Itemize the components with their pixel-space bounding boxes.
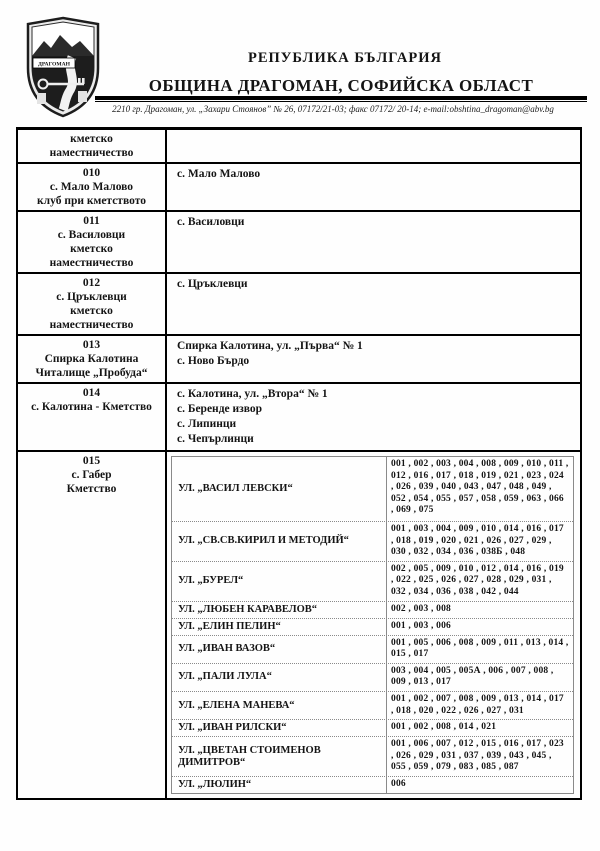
letterhead-rule (95, 96, 587, 100)
street-numbers-cell: 001 , 002 , 003 , 004 , 008 , 009 , 010 , 011 , 012 , 016 , 017 , 018 , 019 , 021 , 023 , 024 , 026 , 039 , 040 , 043 , 047 , 048 , 049 , 052 , 054 , 055 , 057 , 058 , 059 , 063 , 066 , 069 , 075 (391, 459, 569, 516)
street-name-cell (172, 777, 387, 793)
street-row (172, 736, 573, 776)
street-name: УЛ. „СВ.СВ.КИРИЛ И МЕТОДИЙ“ (178, 535, 349, 547)
station-line: Кметство (66, 483, 117, 495)
street-name: УЛ. „ЕЛИН ПЕЛИН“ (178, 620, 281, 632)
station-cell (18, 274, 167, 334)
location-line: с. Ново Бърдо (177, 355, 250, 367)
street-row (172, 635, 573, 663)
street-name: УЛ. „ЛЮБЕН КАРАВЕЛОВ“ (178, 603, 317, 615)
station-line: наместничество (49, 147, 134, 159)
municipality-title: ОБЩИНА ДРАГОМАН, СОФИЙСКА ОБЛАСТ (148, 76, 534, 95)
street-numbers-cell: 001 , 003 , 006 (391, 620, 451, 631)
station-cell (18, 212, 167, 272)
station-cell (18, 452, 167, 798)
street-numbers-cell: 001 , 006 , 007 , 012 , 015 , 016 , 017 , 023 , 026 , 029 , 031 , 037 , 039 , 043 , 045 , 055 , 059 , 079 , 083 , 085 , 087 (391, 739, 564, 773)
street-row (172, 719, 573, 736)
station-line: кметско (70, 243, 113, 255)
street-name-cell (172, 664, 387, 691)
street-row (172, 457, 573, 521)
street-numbers-cell: 001 , 005 , 006 , 008 , 009 , 011 , 013 , 014 , 015 , 017 (391, 637, 569, 660)
station-line: наместничество (49, 257, 134, 269)
letterhead-rule-thin (95, 101, 587, 102)
station-line: Читалище „Пробуда“ (35, 367, 148, 379)
table-row (18, 274, 580, 336)
station-number: 011 (83, 215, 100, 227)
street-numbers-cell: 003 , 004 , 005 , 005А , 006 , 007 , 008 , 009 , 013 , 017 (391, 665, 554, 688)
street-name-cell (172, 720, 387, 736)
station-line: с. Цръклевци (56, 291, 127, 303)
street-name-cell (172, 619, 387, 635)
location-line: с. Калотина, ул. „Втора“ № 1 (177, 388, 328, 400)
station-cell (18, 384, 167, 450)
street-name-cell (172, 692, 387, 719)
location-cell (167, 212, 580, 272)
station-line: с. Мало Малово (49, 181, 134, 193)
location-line: с. Липинци (177, 418, 237, 430)
street-name-cell (172, 636, 387, 663)
station-cell (18, 336, 167, 382)
street-numbers-cell: 002 , 003 , 008 (391, 603, 451, 614)
municipality-address: 2210 гр. Драгоман, ул. „Захари Стоянов” № 26, 07172/21-03; факс 07172/ 20-14; e-mail:obshtina_dragoman@abv.bg (112, 104, 554, 114)
street-name: УЛ. „ИВАН РИЛСКИ“ (178, 722, 287, 734)
station-line: с. Василовци (57, 229, 126, 241)
station-number: 014 (82, 387, 101, 399)
street-row (172, 776, 573, 793)
street-row (172, 618, 573, 635)
polling-stations-table (16, 127, 582, 800)
street-numbers-cell: 001 , 002 , 008 , 014 , 021 (391, 722, 497, 733)
station-line: клуб при кметството (37, 195, 146, 207)
station-number: 013 (82, 339, 101, 351)
streets-table (171, 456, 574, 794)
republic-title: РЕПУБЛИКА БЪЛГАРИЯ (247, 50, 443, 66)
location-line: с. Цръклевци (177, 278, 248, 290)
street-numbers-cell: 001 , 002 , 007 , 008 , 009 , 013 , 014 , 017 , 018 , 020 , 022 , 026 , 027 , 031 (391, 693, 564, 716)
street-name-cell (172, 457, 387, 521)
location-cell (167, 336, 580, 382)
table-row-015 (18, 452, 580, 798)
street-name: УЛ. „БУРЕЛ“ (178, 575, 244, 587)
location-line: с. Мало Малово (177, 168, 261, 180)
table-row (18, 384, 580, 452)
street-name: УЛ. „ПАЛИ ЛУЛА“ (178, 671, 272, 683)
street-row (172, 521, 573, 561)
table-row (18, 336, 580, 384)
location-cell (167, 384, 580, 450)
station-number: 010 (82, 167, 101, 179)
table-row (18, 164, 580, 212)
station-line: Спирка Калотина (44, 353, 139, 365)
street-name-cell (172, 737, 387, 776)
location-line: с. Василовци (177, 216, 245, 228)
station-line: кметско (70, 305, 113, 317)
station-line: наместничество (49, 319, 134, 331)
street-row (172, 561, 573, 601)
table-row-continuation (18, 130, 580, 164)
street-name: УЛ. „ЛЮЛИН“ (178, 778, 252, 790)
street-name-cell (172, 602, 387, 618)
street-name: УЛ. „ВАСИЛ ЛЕВСКИ“ (178, 483, 293, 494)
station-number: 012 (82, 277, 101, 289)
location-line: с. Чепърлинци (177, 433, 254, 445)
street-numbers-cell: 001 , 003 , 004 , 009 , 010 , 014 , 016 , 017 , 018 , 019 , 020 , 021 , 026 , 027 , 029 , 030 , 032 , 034 , 036 , 038Б , 048 (391, 524, 564, 558)
location-cell (167, 274, 580, 334)
logo-banner-text: ДРАГОМАН (37, 61, 71, 68)
location-cell (167, 164, 580, 210)
table-row (18, 212, 580, 274)
street-numbers-cell: 002 , 005 , 009 , 010 , 012 , 014 , 016 , 019 , 022 , 025 , 026 , 027 , 028 , 029 , 031 , 032 , 034 , 036 , 038 , 042 , 044 (391, 563, 564, 597)
street-numbers-cell: 006 (391, 778, 406, 789)
street-name-cell (172, 562, 387, 601)
street-row (172, 663, 573, 691)
street-row (172, 691, 573, 719)
street-row (172, 601, 573, 618)
location-cell (167, 130, 580, 162)
station-number: 015 (82, 455, 101, 467)
street-name: УЛ. „ЦВЕТАН СТОИМЕНОВ ДИМИТРОВ“ (178, 744, 321, 768)
street-name: УЛ. „ЕЛЕНА МАНЕВА“ (178, 699, 295, 711)
station-line: кметско (70, 133, 113, 145)
street-name: УЛ. „ИВАН ВАЗОВ“ (178, 643, 276, 655)
station-cell (18, 164, 167, 210)
location-line: с. Беренде извор (177, 403, 263, 415)
station-line: с. Калотина - Кметство (31, 401, 152, 413)
station-line: с. Габер (71, 469, 112, 481)
location-cell (167, 452, 580, 798)
station-cell (18, 130, 167, 162)
location-line: Спирка Калотина, ул. „Първа“ № 1 (177, 340, 363, 352)
street-name-cell (172, 522, 387, 561)
